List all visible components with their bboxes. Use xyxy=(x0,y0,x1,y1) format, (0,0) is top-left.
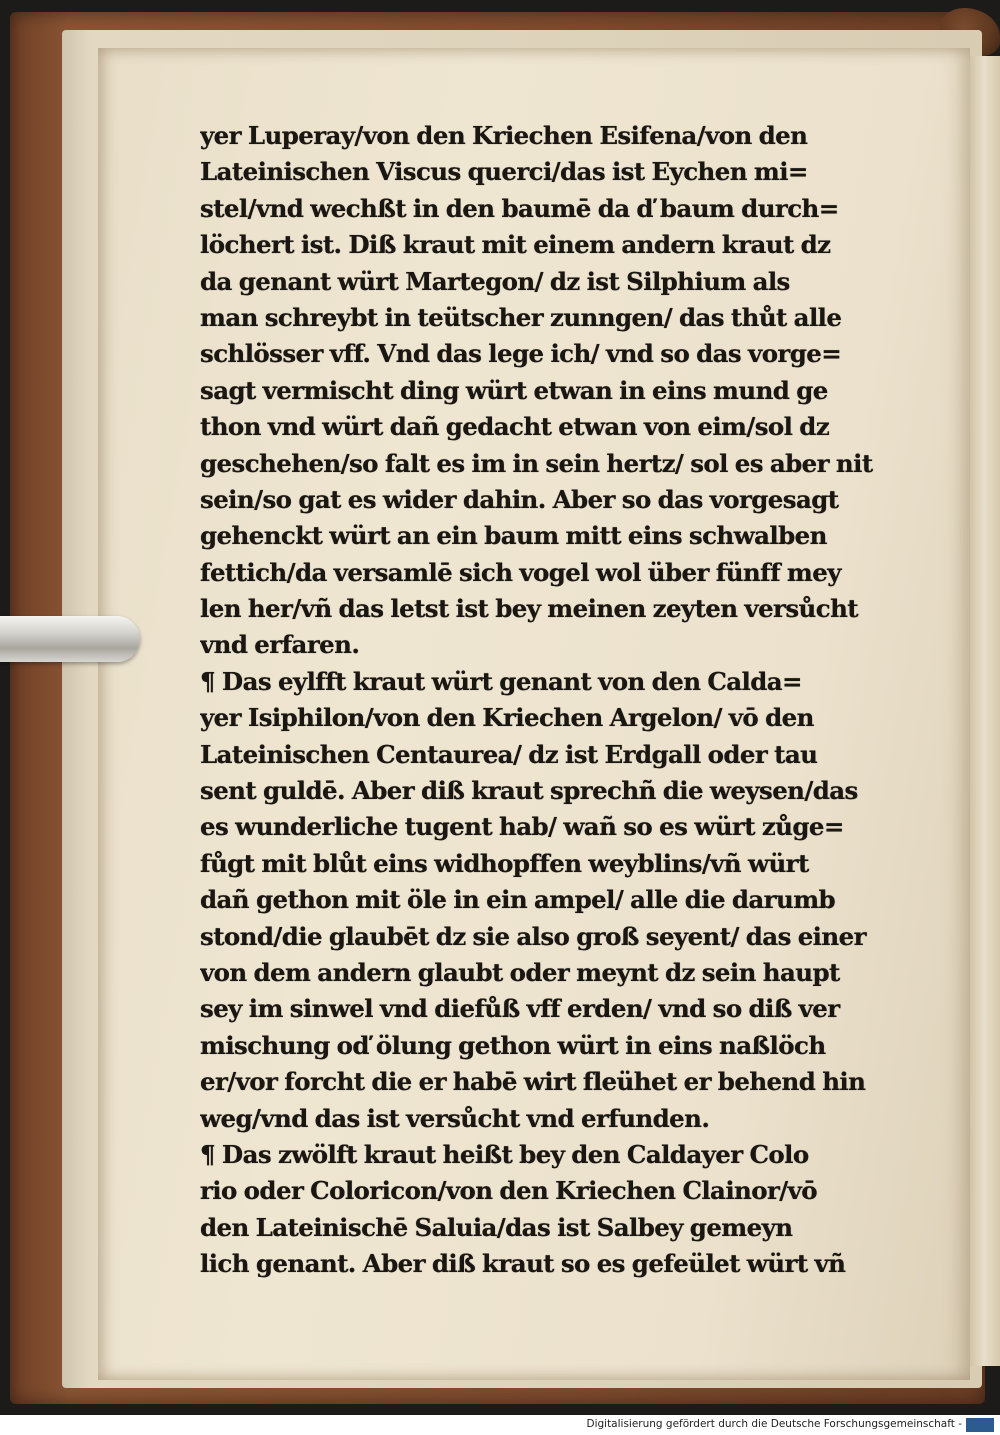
text-line: thon vnd würt dañ gedacht etwan von eim/sol dz xyxy=(200,412,830,442)
funding-credit: Digitalisierung gefördert durch die Deutsche Forschungsgemeinschaft - xyxy=(586,1418,962,1430)
text-line: fettich/da versamlē sich vogel wol über fünff mey xyxy=(200,557,841,587)
text-line: fůgt mit blůt eins widhopffen weyblins/vñ würt xyxy=(200,848,809,878)
text-line: dañ gethon mit öle in ein ampel/ alle die darumb xyxy=(200,885,836,915)
text-line: stond/die glaubēt dz sie also groß seyent/ das einer xyxy=(200,921,866,951)
text-line: den Lateinischē Saluia/das ist Salbey gemeyn xyxy=(200,1212,793,1242)
text-line: sein/so gat es wider dahin. Aber so das vorgesagt xyxy=(200,484,839,514)
text-line: da genant würt Martegon/ dz ist Silphium als xyxy=(200,266,790,296)
text-line: man schreybt in teütscher zunngen/ das thůt alle xyxy=(200,302,842,332)
text-line: len her/vñ das letst ist bey meinen zeyten versůcht xyxy=(200,594,859,624)
text-line: sagt vermischt ding würt etwan in eins mund ge xyxy=(200,375,828,405)
page-text xyxy=(200,118,890,1283)
dfg-logo xyxy=(966,1418,994,1432)
paragraph-start-line: ¶ Das zwölft kraut heißt bey den Caldayer Colo xyxy=(200,1139,809,1169)
text-line: mischung oď ölung gethon würt in eins naßlöch xyxy=(200,1030,826,1060)
paragraph-start-line: ¶ Das eylfft kraut würt genant von den Calda= xyxy=(200,666,802,696)
text-line: es wunderliche tugent hab/ wañ so es würt zůge= xyxy=(200,812,844,842)
facing-page-edge xyxy=(968,56,1000,1366)
text-line: löchert ist. Diß kraut mit einem andern kraut dz xyxy=(200,230,831,260)
text-line: er/vor forcht die er habē wirt fleühet er behend hin xyxy=(200,1067,866,1097)
text-line: sent guldē. Aber diß kraut sprechñ die weysen/das xyxy=(200,776,858,806)
text-line: vnd erfaren. xyxy=(200,630,360,660)
text-line: von dem andern glaubt oder meynt dz sein haupt xyxy=(200,957,840,987)
text-line: geschehen/so falt es im in sein hertz/ sol es aber nit xyxy=(200,448,873,478)
text-line: gehenckt würt an ein baum mitt eins schwalben xyxy=(200,521,827,551)
text-line: sey im sinwel vnd diefůß vff erden/ vnd so diß ver xyxy=(200,994,840,1024)
footer-bar xyxy=(0,1415,1000,1435)
text-line: yer Luperay/von den Kriechen Esifena/von den xyxy=(200,121,808,150)
text-line: yer Isiphilon/von den Kriechen Argelon/ vō den xyxy=(200,703,814,733)
text-line: rio oder Coloricon/von den Kriechen Clainor/vō xyxy=(200,1176,818,1206)
text-line: stel/vnd wechßt in den baumē da ď baum durch= xyxy=(200,193,839,223)
text-line: weg/vnd das ist versůcht vnd erfunden. xyxy=(200,1103,710,1133)
text-line: schlösser vff. Vnd das lege ich/ vnd so das vorge= xyxy=(200,339,842,369)
text-line: Lateinischen Centaurea/ dz ist Erdgall oder tau xyxy=(200,739,818,769)
page-holder-clip xyxy=(0,616,140,662)
text-line: lich genant. Aber diß kraut so es gefeület würt vñ xyxy=(200,1249,846,1279)
text-line: Lateinischen Viscus querci/das ist Eychen mi= xyxy=(200,157,808,187)
